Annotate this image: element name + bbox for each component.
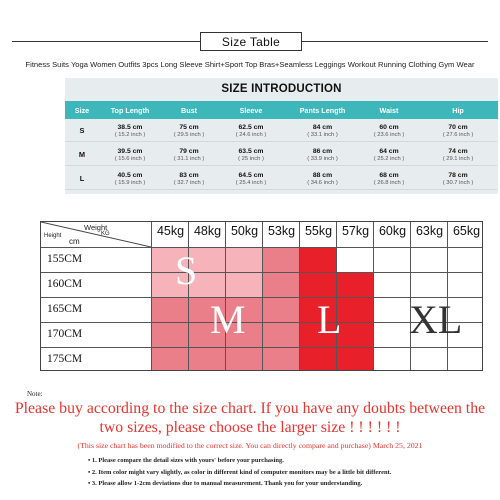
weight-label: 50kg	[230, 224, 259, 238]
cell-inch: ( 30.7 inch )	[442, 179, 474, 186]
cell-inch: ( 25.2 inch )	[373, 155, 405, 162]
cell-inch: ( 34.6 inch )	[307, 179, 338, 186]
cell-cm: 83 cm	[179, 171, 199, 179]
cell-inch: ( 15.6 inch )	[114, 155, 146, 162]
header-waist: Waist	[379, 105, 399, 115]
table-row	[65, 168, 498, 190]
row-size-label: S	[79, 126, 85, 135]
corner-cm-label: cm	[69, 237, 80, 246]
header-size: Size	[74, 105, 90, 115]
weight-label: 65kg	[452, 224, 481, 238]
cell-cm: 79 cm	[179, 147, 199, 155]
row-size-label: L	[79, 174, 85, 183]
cell-cm: 74 cm	[448, 147, 468, 155]
header-sleeve: Sleeve	[239, 105, 263, 115]
list-item: • 3. Please allow 1-2cm deviations due to manual measurement. Thank you for your understanding.	[88, 480, 363, 487]
cell-cm: 86 cm	[312, 147, 333, 155]
size-l-label: L	[317, 297, 342, 342]
size-introduction-table	[65, 78, 498, 194]
size-introduction-title: SIZE INTRODUCTION	[221, 83, 342, 95]
cell-cm: 75 cm	[179, 123, 199, 131]
cell-inch: ( 15.2 inch )	[114, 131, 146, 138]
cell-inch: ( 24.6 inch )	[235, 131, 267, 138]
table-row	[65, 120, 498, 142]
cell-cm: 60 cm	[379, 123, 399, 131]
header-top-length: Top Length	[110, 105, 150, 115]
size-advice-text: Please buy according to the size chart. If you have any doubts between the two sizes, please choose the larger size ! ! ! ! ! !	[14, 400, 486, 436]
cell-cm: 64.5 cm	[238, 171, 264, 179]
cell-inch: ( 26.8 inch )	[373, 179, 405, 186]
size-m-label: M	[210, 297, 246, 342]
header-rule-left	[12, 41, 200, 42]
size-chart-modified-note: (This size chart has been modified to the correct size. You can directly compare and purchase) March 25, 2021	[77, 441, 423, 450]
cell-inch: ( 31.1 inch )	[173, 155, 205, 162]
cell-inch: ( 29.1 inch )	[442, 155, 474, 162]
weight-label: 60kg	[378, 224, 407, 238]
cell-inch: ( 25 inch )	[238, 155, 264, 162]
weight-label: 63kg	[415, 224, 444, 238]
size-table-title: Size Table	[200, 32, 302, 51]
row-size-label: M	[78, 150, 86, 159]
height-label: 165CM	[47, 303, 83, 315]
weight-label: 45kg	[156, 224, 185, 238]
weight-label: 55kg	[304, 224, 333, 238]
notes-list	[88, 455, 488, 490]
cell-cm: 63.5 cm	[238, 147, 264, 155]
cell-cm: 68 cm	[379, 171, 399, 179]
cell-inch: ( 33.9 inch )	[307, 155, 338, 162]
cell-inch: ( 25.4 inch )	[235, 179, 267, 186]
cell-inch: ( 15.9 inch )	[114, 179, 146, 186]
header-hip: Hip	[452, 105, 464, 115]
height-label: 155CM	[47, 253, 83, 265]
cell-cm: 70 cm	[448, 123, 468, 131]
list-item: • 1. Please compare the detail sizes with yours' before your purchasing.	[88, 457, 284, 464]
height-label: 175CM	[47, 353, 83, 365]
size-s-label: S	[175, 248, 198, 293]
header-bust: Bust	[181, 105, 197, 115]
cell-cm: 62.5 cm	[238, 123, 264, 131]
list-item: • 2. Item color might vary slightly, as color in different kind of computer monitors may be a little bit different.	[88, 468, 392, 476]
weight-label: 53kg	[267, 224, 296, 238]
cell-cm: 84 cm	[312, 123, 333, 131]
product-title: Fitness Suits Yoga Women Outfits 3pcs Long Sleeve Shirt+Sport Top Bras+Seamless Leggings Workout Running Clothing Gym Wear	[25, 60, 475, 69]
cell-cm: 78 cm	[448, 171, 468, 179]
cell-cm: 88 cm	[312, 171, 333, 179]
cell-cm: 38.5 cm	[117, 123, 143, 131]
corner-height-label: Height	[44, 233, 62, 239]
cell-cm: 39.5 cm	[117, 147, 143, 155]
cell-inch: ( 33.1 inch )	[307, 131, 338, 138]
cell-inch: ( 23.6 inch )	[373, 131, 405, 138]
header-rule-right	[302, 41, 488, 42]
note-label: Note:	[27, 390, 43, 398]
cell-inch: ( 29.5 inch )	[173, 131, 205, 138]
height-label: 170CM	[47, 328, 83, 340]
cell-cm: 64 cm	[379, 147, 399, 155]
size-xl-label: XL	[409, 297, 463, 342]
size-table-header-row	[65, 101, 498, 119]
corner-weight-label: Weight	[84, 223, 108, 232]
weight-label: 48kg	[193, 224, 222, 238]
header-pants-length: Pants Length	[299, 105, 346, 115]
weight-label: 57kg	[341, 224, 370, 238]
cell-inch: ( 27.6 inch )	[442, 131, 474, 138]
height-label: 160CM	[47, 278, 83, 290]
cell-cm: 40.5 cm	[117, 171, 143, 179]
weight-height-size-grid	[40, 221, 483, 371]
table-row	[65, 144, 498, 166]
corner-kg-label: KG	[101, 231, 110, 237]
cell-inch: ( 32.7 inch )	[173, 179, 205, 186]
